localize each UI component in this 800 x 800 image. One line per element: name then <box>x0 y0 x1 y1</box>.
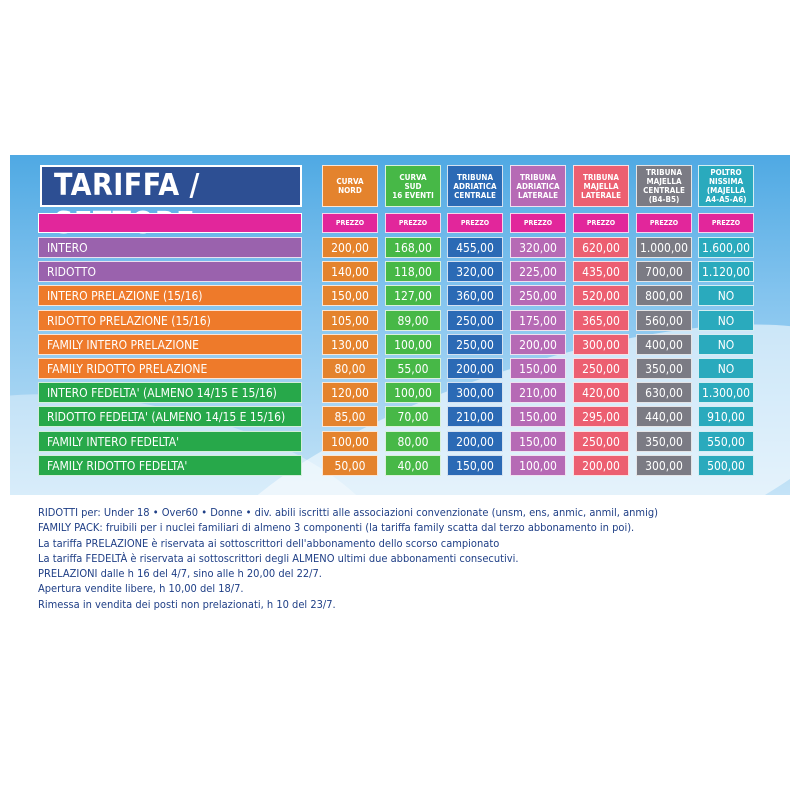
price-cell: 350,00 <box>636 358 692 379</box>
price-cell: 295,00 <box>573 406 629 427</box>
price-cell: 250,00 <box>510 285 566 306</box>
price-cell: NO <box>698 334 754 355</box>
price-cell: 440,00 <box>636 406 692 427</box>
column-header-line: LATERALE <box>581 190 621 200</box>
column-header-line: 16 EVENTI <box>392 190 434 200</box>
price-cell: 127,00 <box>385 285 441 306</box>
price-cell: 250,00 <box>573 431 629 452</box>
column-header-label <box>392 173 434 200</box>
tariff-row-label: FAMILY RIDOTTO FEDELTA' <box>38 455 302 476</box>
price-cell: 200,00 <box>322 237 378 258</box>
price-cell: 50,00 <box>322 455 378 476</box>
price-cell: 365,00 <box>573 310 629 331</box>
price-cell: 89,00 <box>385 310 441 331</box>
price-cell: 1.600,00 <box>698 237 754 258</box>
column-header-line: TRIBUNA <box>456 172 494 182</box>
price-cell: 55,00 <box>385 358 441 379</box>
price-label: PREZZO <box>447 213 503 233</box>
column-header-line: ADRIATICA <box>453 181 497 191</box>
price-cell: 400,00 <box>636 334 692 355</box>
price-label: PREZZO <box>385 213 441 233</box>
price-cell: NO <box>698 285 754 306</box>
tariff-row-label: FAMILY INTERO FEDELTA' <box>38 431 302 452</box>
price-cell: 150,00 <box>447 455 503 476</box>
notes-section <box>38 505 778 612</box>
price-cell: 210,00 <box>510 382 566 403</box>
price-cell: 85,00 <box>322 406 378 427</box>
price-cell: 150,00 <box>510 358 566 379</box>
price-cell: 300,00 <box>447 382 503 403</box>
price-cell: 200,00 <box>510 334 566 355</box>
price-cell: 320,00 <box>447 261 503 282</box>
price-cell: 200,00 <box>447 431 503 452</box>
tariff-row-label: RIDOTTO FEDELTA' (ALMENO 14/15 E 15/16) <box>38 406 302 427</box>
column-header <box>510 165 566 207</box>
price-cell: 560,00 <box>636 310 692 331</box>
price-cell: 150,00 <box>322 285 378 306</box>
price-cell: 435,00 <box>573 261 629 282</box>
column-header-line: MAJELLA <box>583 181 619 191</box>
column-header-line: CURVA <box>336 177 364 186</box>
column-header-label <box>516 173 559 200</box>
column-header <box>636 165 692 207</box>
note-line: La tariffa FEDELTÀ è riservata ai sottoscrittori degli ALMENO ultimi due abbonamenti consecutivi. <box>38 551 519 565</box>
column-header-label <box>706 168 747 204</box>
price-cell: 70,00 <box>385 406 441 427</box>
price-cell: 350,00 <box>636 431 692 452</box>
price-cell: 40,00 <box>385 455 441 476</box>
column-header <box>698 165 754 207</box>
price-cell: 80,00 <box>322 358 378 379</box>
note-line: Apertura vendite libere, h 10,00 del 18/7. <box>38 582 244 596</box>
column-header-line: TRIBUNA <box>645 168 683 177</box>
column-header <box>573 165 629 207</box>
column-header-line: POLTRO <box>710 168 742 177</box>
price-cell: 320,00 <box>510 237 566 258</box>
table-title: TARIFFA / <box>40 165 302 207</box>
price-cell: 150,00 <box>510 431 566 452</box>
note-line: RIDOTTI per: Under 18 • Over60 • Donne • div. abili iscritti alle associazioni convenzionate (unsm, ens, anmic, anmil, anmig) <box>38 506 658 519</box>
column-header-line: CENTRALE <box>643 186 685 195</box>
column-header-line: NISSIMA <box>708 177 744 186</box>
tariff-row-label: INTERO PRELAZIONE (15/16) <box>38 285 302 306</box>
column-header <box>322 165 378 207</box>
price-cell: 420,00 <box>573 382 629 403</box>
note-line: FAMILY PACK: fruibili per i nuclei familiari di almeno 3 componenti (la tariffa family scatta dal terzo abbonamento in poi). <box>38 521 635 535</box>
price-cell: 550,00 <box>698 431 754 452</box>
price-cell: 1.000,00 <box>636 237 692 258</box>
column-header-line: A4-A5-A6) <box>705 195 747 204</box>
price-cell: 300,00 <box>573 334 629 355</box>
price-cell: 118,00 <box>385 261 441 282</box>
note-line: Rimessa in vendita dei posti non prelazionati, h 10 del 23/7. <box>38 597 336 611</box>
column-header-line: MAJELLA <box>646 177 682 186</box>
column-header-line: TRIBUNA <box>582 172 620 182</box>
price-cell: 168,00 <box>385 237 441 258</box>
column-header-label <box>336 177 363 195</box>
title-underline-bar <box>38 213 302 233</box>
column-header-line: NORD <box>338 186 362 195</box>
tariff-row-label: FAMILY INTERO PRELAZIONE <box>38 334 302 355</box>
price-cell: 175,00 <box>510 310 566 331</box>
note-line: PRELAZIONI dalle h 16 del 4/7, sino alle h 20,00 del 22/7. <box>38 567 322 581</box>
price-cell: 225,00 <box>510 261 566 282</box>
price-cell: 100,00 <box>385 334 441 355</box>
price-cell: 910,00 <box>698 406 754 427</box>
price-cell: 520,00 <box>573 285 629 306</box>
price-cell: 800,00 <box>636 285 692 306</box>
price-cell: 140,00 <box>322 261 378 282</box>
price-cell: 105,00 <box>322 310 378 331</box>
price-cell: NO <box>698 358 754 379</box>
price-cell: 100,00 <box>385 382 441 403</box>
price-cell: 130,00 <box>322 334 378 355</box>
column-header-line: LATERALE <box>518 190 558 200</box>
column-header-line: (MAJELLA <box>706 186 746 195</box>
column-header-line: CURVA <box>399 172 427 182</box>
price-cell: 150,00 <box>510 406 566 427</box>
price-cell: 620,00 <box>573 237 629 258</box>
price-cell: 250,00 <box>447 334 503 355</box>
column-header-line: (B4-B5) <box>648 195 680 204</box>
price-label: PREZZO <box>698 213 754 233</box>
column-header-line: ADRIATICA <box>516 181 560 191</box>
price-cell: NO <box>698 310 754 331</box>
column-header-label <box>643 168 685 204</box>
price-cell: 80,00 <box>385 431 441 452</box>
column-header-line: TRIBUNA <box>519 172 557 182</box>
price-cell: 1.120,00 <box>698 261 754 282</box>
column-header-label <box>581 173 621 200</box>
price-cell: 700,00 <box>636 261 692 282</box>
price-cell: 630,00 <box>636 382 692 403</box>
price-label: PREZZO <box>322 213 378 233</box>
price-label: PREZZO <box>573 213 629 233</box>
price-label: PREZZO <box>510 213 566 233</box>
column-header-line: SUD <box>404 181 422 191</box>
tariff-row-label: FAMILY RIDOTTO PRELAZIONE <box>38 358 302 379</box>
price-label: PREZZO <box>636 213 692 233</box>
price-cell: 200,00 <box>447 358 503 379</box>
price-cell: 100,00 <box>510 455 566 476</box>
tariff-row-label: RIDOTTO PRELAZIONE (15/16) <box>38 310 302 331</box>
tariff-row-label: INTERO <box>38 237 302 258</box>
price-cell: 360,00 <box>447 285 503 306</box>
tariff-row-label: RIDOTTO <box>38 261 302 282</box>
price-cell: 120,00 <box>322 382 378 403</box>
price-cell: 1.300,00 <box>698 382 754 403</box>
price-cell: 250,00 <box>447 310 503 331</box>
price-cell: 250,00 <box>573 358 629 379</box>
note-line: La tariffa PRELAZIONE è riservata ai sottoscrittori dell'abbonamento dello scorso campionato <box>38 536 500 550</box>
price-cell: 300,00 <box>636 455 692 476</box>
price-cell: 455,00 <box>447 237 503 258</box>
price-cell: 200,00 <box>573 455 629 476</box>
price-cell: 100,00 <box>322 431 378 452</box>
price-cell: 210,00 <box>447 406 503 427</box>
column-header-line: CENTRALE <box>454 190 496 200</box>
column-header <box>385 165 441 207</box>
price-cell: 500,00 <box>698 455 754 476</box>
tariff-row-label: INTERO FEDELTA' (ALMENO 14/15 E 15/16) <box>38 382 302 403</box>
column-header-label <box>453 173 496 200</box>
column-header <box>447 165 503 207</box>
